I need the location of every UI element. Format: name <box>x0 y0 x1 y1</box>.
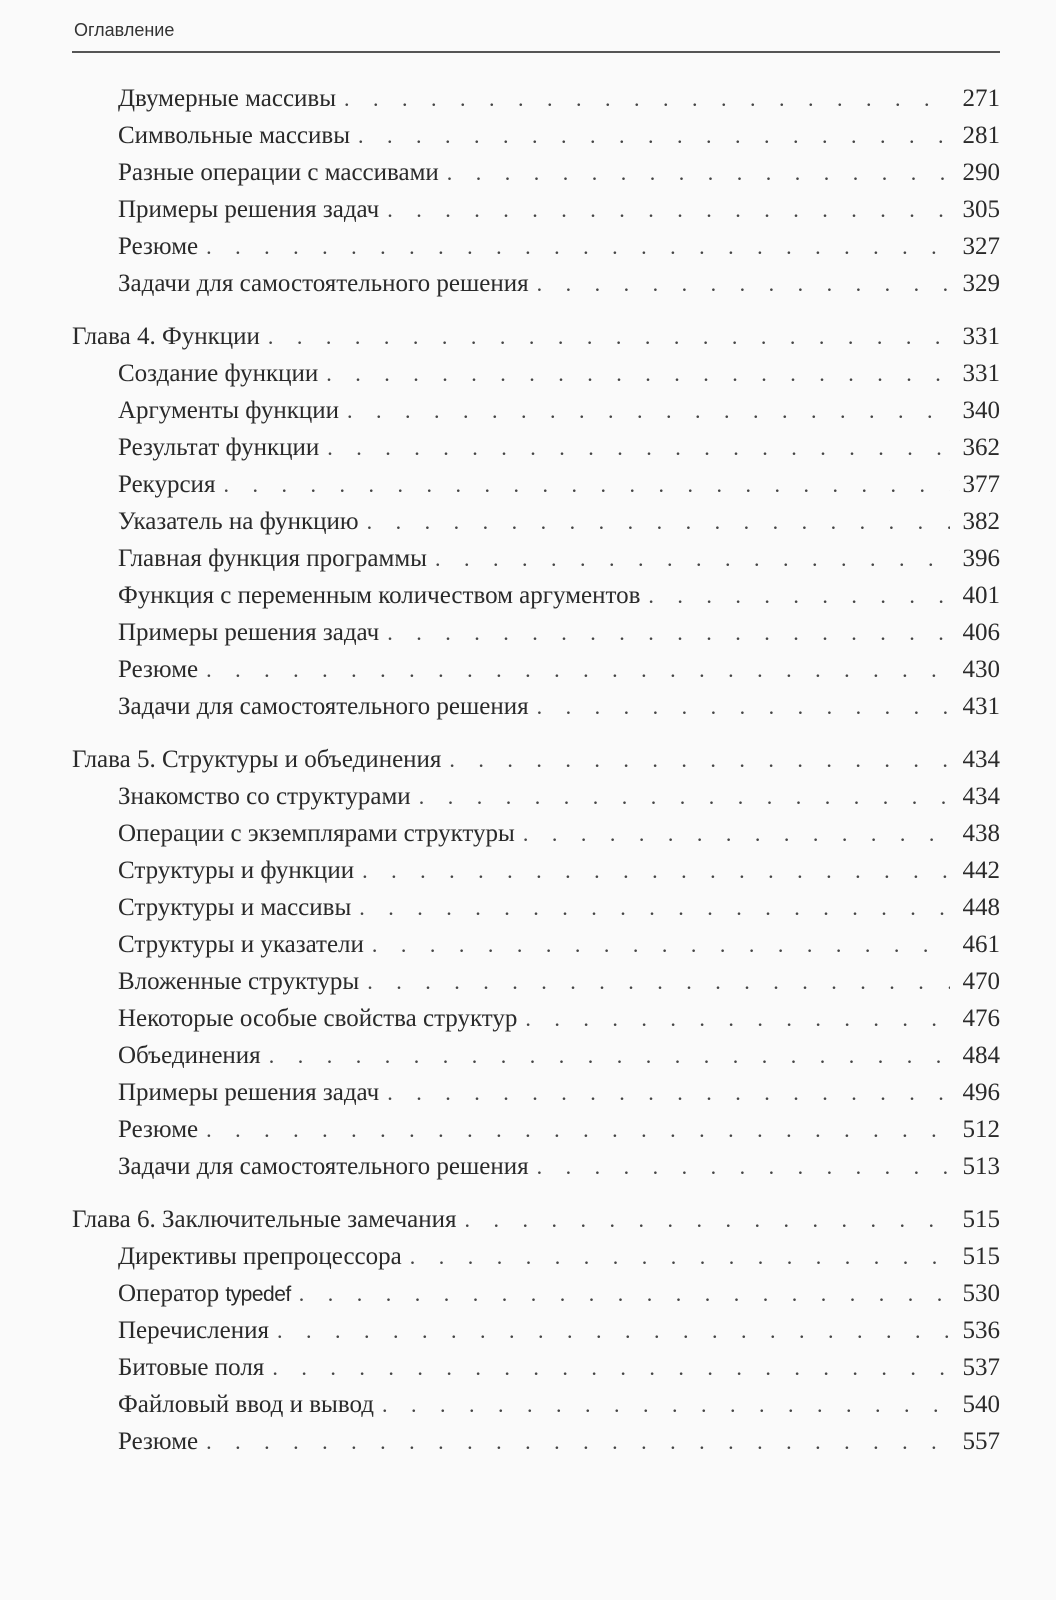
toc-entry-title <box>118 614 379 651</box>
toc-page-number: 396 <box>962 545 1000 572</box>
toc-entry-title <box>118 80 336 117</box>
toc-page-number: 557 <box>962 1428 1000 1455</box>
toc-section-entry <box>72 429 1000 466</box>
toc-page-number: 513 <box>962 1153 1000 1180</box>
toc-entry-title-text: Задачи для самостоятельного решения <box>118 270 529 297</box>
toc-section-entry <box>72 614 1000 651</box>
toc-section-entry <box>72 1312 1000 1349</box>
toc-entry-title <box>118 1074 379 1111</box>
toc-entry-title <box>118 540 427 577</box>
toc-page-number: 536 <box>962 1317 1000 1344</box>
toc-page-number: 430 <box>962 656 1000 683</box>
toc-entry-title-text: Структуры и указатели <box>118 931 364 958</box>
toc-section-entry <box>72 926 1000 963</box>
toc-section-entry <box>72 1349 1000 1386</box>
toc-entry-title <box>118 651 198 688</box>
toc-entry-title <box>118 503 359 540</box>
running-head: Оглавление <box>74 20 175 40</box>
dot-leader <box>387 191 950 228</box>
toc-page-number: 406 <box>962 619 1000 646</box>
toc-entry-title-text: Двумерные массивы <box>118 85 337 112</box>
toc-entry-title <box>118 355 318 392</box>
dot-leader <box>449 741 950 778</box>
toc-section-entry <box>72 228 1000 265</box>
toc-entry-title <box>118 392 339 429</box>
toc-section-entry <box>72 1238 1000 1275</box>
toc-page-number: 331 <box>962 360 1000 387</box>
toc-entry-title-text: Объединения <box>118 1042 261 1069</box>
toc-page-number: 438 <box>962 820 1000 847</box>
toc-section-entry <box>72 540 1000 577</box>
toc-section-entry <box>72 355 1000 392</box>
toc-entry-title-text: Некоторые особые свойства структур <box>118 1005 518 1032</box>
toc-entry-title-text: Функция с переменным количеством аргументов <box>118 582 641 609</box>
toc-section-entry <box>72 963 1000 1000</box>
dot-leader <box>387 1074 950 1111</box>
toc-entry-title-text: Глава 5. Структуры и объединения <box>72 746 442 773</box>
toc-entry-title-text: Указатель на функцию <box>118 508 359 535</box>
toc-section-entry <box>72 651 1000 688</box>
toc-entry-title <box>72 1201 457 1238</box>
toc-section-entry <box>72 191 1000 228</box>
toc-page-number: 470 <box>962 968 1000 995</box>
dot-leader <box>372 926 950 963</box>
dot-leader <box>359 889 950 926</box>
toc-entry-title-text: Аргументы функции <box>118 397 339 424</box>
toc-page-number: 271 <box>962 85 1000 112</box>
table-of-contents <box>72 80 1000 1460</box>
toc-entry-title <box>118 815 515 852</box>
toc-chapter-entry <box>72 1201 1000 1238</box>
toc-page-number: 434 <box>962 783 1000 810</box>
toc-section-entry <box>72 688 1000 725</box>
toc-entry-title <box>118 1275 291 1313</box>
toc-page-number: 431 <box>962 693 1000 720</box>
toc-section-entry <box>72 466 1000 503</box>
toc-entry-title <box>118 852 354 889</box>
toc-entry-title <box>118 429 319 466</box>
toc-page-number: 434 <box>962 746 1000 773</box>
toc-entry-title <box>118 154 439 191</box>
toc-page-number: 305 <box>962 196 1000 223</box>
toc-section-entry <box>72 1000 1000 1037</box>
toc-page-number: 329 <box>962 270 1000 297</box>
dot-leader <box>206 228 950 265</box>
toc-entry-title-text: Глава 6. Заключительные замечания <box>72 1206 457 1233</box>
dot-leader <box>206 651 950 688</box>
toc-page-number: 512 <box>962 1116 1000 1143</box>
toc-entry-title-text: Структуры и функции <box>118 857 355 884</box>
toc-page-number: 327 <box>962 233 1000 260</box>
toc-page-number: 290 <box>962 159 1000 186</box>
toc-page-number: 331 <box>962 323 1000 350</box>
toc-entry-title-text: Вложенные структуры <box>118 968 360 995</box>
toc-section-entry <box>72 815 1000 852</box>
toc-entry-title <box>118 963 359 1000</box>
toc-section-entry <box>72 265 1000 302</box>
dot-leader <box>523 815 950 852</box>
toc-entry-title-text: Примеры решения задач <box>118 196 380 223</box>
toc-entry-title-text: Резюме <box>118 1116 199 1143</box>
dot-leader <box>206 1111 950 1148</box>
dot-leader <box>537 1148 950 1185</box>
toc-entry-code-term: typedef <box>225 1283 291 1306</box>
toc-entry-title <box>118 1312 269 1349</box>
toc-section-entry <box>72 1074 1000 1111</box>
toc-page-number: 461 <box>962 931 1000 958</box>
dot-leader <box>419 778 950 815</box>
toc-section-entry <box>72 1111 1000 1148</box>
toc-entry-title-text: Символьные массивы <box>118 122 350 149</box>
toc-section-entry <box>72 80 1000 117</box>
toc-entry-title <box>118 1000 517 1037</box>
dot-leader <box>362 852 950 889</box>
dot-leader <box>435 540 950 577</box>
toc-entry-title <box>118 688 529 725</box>
dot-leader <box>410 1238 950 1275</box>
toc-entry-title <box>118 926 364 963</box>
toc-entry-title-text: Задачи для самостоятельного решения <box>118 693 529 720</box>
toc-section-entry <box>72 889 1000 926</box>
toc-page-number: 515 <box>962 1206 1000 1233</box>
dot-leader <box>382 1386 950 1423</box>
toc-section-entry <box>72 503 1000 540</box>
toc-entry-title-text: Файловый ввод и вывод <box>118 1391 374 1418</box>
toc-entry-title <box>118 117 350 154</box>
toc-page-number: 496 <box>962 1079 1000 1106</box>
toc-section-entry <box>72 392 1000 429</box>
toc-page-number: 515 <box>962 1243 1000 1270</box>
dot-leader <box>358 117 950 154</box>
toc-entry-title <box>118 1349 264 1386</box>
toc-entry-title <box>118 265 529 302</box>
dot-leader <box>272 1349 950 1386</box>
toc-page-number: 442 <box>962 857 1000 884</box>
toc-entry-title-text: Создание функции <box>118 360 319 387</box>
toc-section-entry <box>72 577 1000 614</box>
toc-entry-title-text: Резюме <box>118 656 199 683</box>
toc-entry-title <box>118 889 351 926</box>
dot-leader <box>299 1275 950 1312</box>
toc-page-number: 401 <box>962 582 1000 609</box>
toc-entry-title <box>72 318 260 355</box>
toc-entry-title-text: Знакомство со структурами <box>118 783 411 810</box>
toc-entry-title <box>118 1148 529 1185</box>
toc-entry-title <box>118 1423 198 1460</box>
dot-leader <box>268 318 950 355</box>
dot-leader <box>648 577 950 614</box>
dot-leader <box>525 1000 950 1037</box>
toc-entry-title-text: Оператор <box>118 1280 226 1307</box>
dot-leader <box>347 392 950 429</box>
toc-page-number: 484 <box>962 1042 1000 1069</box>
dot-leader <box>269 1037 950 1074</box>
dot-leader <box>206 1423 950 1460</box>
toc-entry-title-text: Операции с экземплярами структуры <box>118 820 515 847</box>
toc-entry-title <box>118 1037 261 1074</box>
dot-leader <box>326 355 950 392</box>
toc-entry-title-text: Примеры решения задач <box>118 1079 380 1106</box>
dot-leader <box>465 1201 951 1238</box>
toc-entry-title <box>72 741 441 778</box>
dot-leader <box>537 265 950 302</box>
toc-page-number: 448 <box>962 894 1000 921</box>
toc-section-entry <box>72 1386 1000 1423</box>
toc-chapter-entry <box>72 741 1000 778</box>
toc-section-entry <box>72 778 1000 815</box>
toc-page-number: 530 <box>962 1280 1000 1307</box>
toc-entry-title-text: Задачи для самостоятельного решения <box>118 1153 529 1180</box>
toc-page-number: 377 <box>962 471 1000 498</box>
toc-entry-title <box>118 1111 198 1148</box>
toc-page-number: 476 <box>962 1005 1000 1032</box>
toc-section-entry <box>72 1037 1000 1074</box>
toc-entry-title <box>118 466 215 503</box>
toc-entry-title-text: Резюме <box>118 233 199 260</box>
toc-entry-title-text: Структуры и массивы <box>118 894 352 921</box>
toc-entry-title-text: Глава 4. Функции <box>72 323 260 350</box>
dot-leader <box>344 80 950 117</box>
toc-entry-title-text: Рекурсия <box>118 471 216 498</box>
toc-section-entry <box>72 1148 1000 1185</box>
toc-page-number: 281 <box>962 122 1000 149</box>
toc-entry-title-text: Главная функция программы <box>118 545 427 572</box>
toc-section-entry <box>72 1423 1000 1460</box>
header-rule <box>72 51 1000 53</box>
dot-leader <box>447 154 950 191</box>
dot-leader <box>223 466 950 503</box>
toc-page-number: 362 <box>962 434 1000 461</box>
toc-page-number: 340 <box>962 397 1000 424</box>
toc-entry-title <box>118 1386 374 1423</box>
toc-chapter-entry <box>72 318 1000 355</box>
toc-section-entry <box>72 852 1000 889</box>
toc-entry-title-text: Битовые поля <box>118 1354 265 1381</box>
dot-leader <box>277 1312 950 1349</box>
dot-leader <box>327 429 950 466</box>
dot-leader <box>537 688 950 725</box>
toc-entry-title <box>118 228 198 265</box>
toc-entry-title <box>118 191 379 228</box>
toc-entry-title <box>118 1238 402 1275</box>
toc-entry-title-text: Резюме <box>118 1428 199 1455</box>
toc-section-entry <box>72 117 1000 154</box>
toc-page-number: 540 <box>962 1391 1000 1418</box>
dot-leader <box>387 614 950 651</box>
toc-entry-title <box>118 577 640 614</box>
dot-leader <box>367 503 950 540</box>
toc-entry-title <box>118 778 411 815</box>
toc-entry-title-text: Результат функции <box>118 434 320 461</box>
toc-section-entry <box>72 1275 1000 1312</box>
toc-entry-title-text: Перечисления <box>118 1317 270 1344</box>
toc-page-number: 537 <box>962 1354 1000 1381</box>
toc-entry-title-text: Разные операции с массивами <box>118 159 439 186</box>
toc-page-number: 382 <box>962 508 1000 535</box>
dot-leader <box>367 963 950 1000</box>
toc-entry-title-text: Директивы препроцессора <box>118 1243 402 1270</box>
toc-section-entry <box>72 154 1000 191</box>
toc-entry-title-text: Примеры решения задач <box>118 619 380 646</box>
